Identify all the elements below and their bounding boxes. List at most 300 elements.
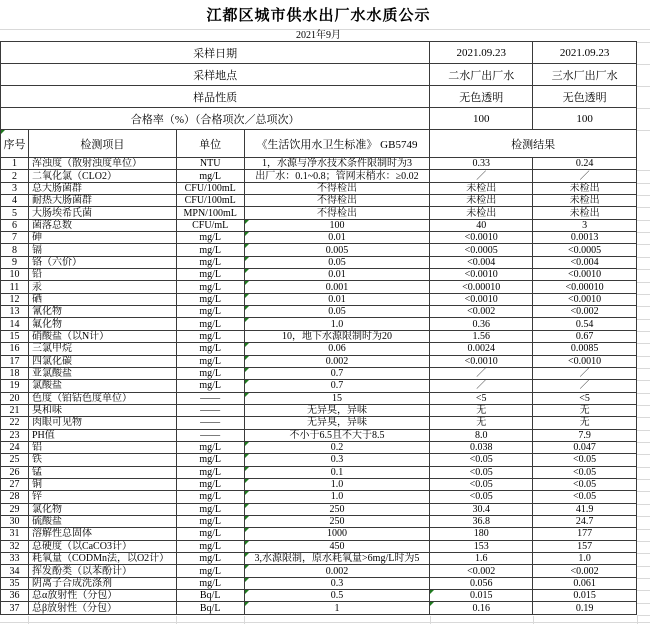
unit-cell: mg/L — [177, 380, 245, 392]
result-cell-plant2: 0.056 — [430, 578, 533, 590]
gridline — [637, 553, 650, 554]
cell-corner-flag-icon — [245, 318, 249, 322]
info-row-pass-rate — [1, 108, 637, 130]
result-cell-plant2: <0.004 — [430, 257, 533, 269]
result-cell-plant2: <0.00010 — [430, 281, 533, 293]
table-row — [1, 343, 637, 355]
row-number-cell: 30 — [1, 516, 29, 528]
gridline — [637, 331, 650, 332]
table-row — [1, 244, 637, 256]
result-cell-plant2: 0.015 — [430, 590, 533, 602]
result-cell-plant2: <0.05 — [430, 491, 533, 503]
result-cell-plant2: 0.038 — [430, 442, 533, 454]
gridline — [637, 86, 650, 87]
cell-corner-flag-icon — [245, 306, 249, 310]
result-cell-plant3: ／ — [533, 170, 637, 182]
table-row — [1, 405, 637, 417]
result-cell-plant3: 157 — [533, 541, 637, 553]
gridline — [637, 430, 650, 431]
standard-cell: 不得检出 — [245, 195, 431, 207]
header-row-number — [1, 130, 29, 158]
item-name-cell: 浑浊度（散射浊度单位） — [29, 158, 177, 170]
standard-cell: 无异臭，异味 — [245, 417, 431, 429]
header-item: 检测项目 — [29, 130, 177, 158]
item-name-cell: 耐热大肠菌群 — [29, 195, 177, 207]
standard-cell: 1.0 — [245, 318, 431, 330]
row-number-cell: 31 — [1, 528, 29, 540]
result-cell-plant3: <0.05 — [533, 491, 637, 503]
standard-cell: 0.7 — [245, 380, 431, 392]
standard-cell: 450 — [245, 541, 431, 553]
result-cell-plant2: 8.0 — [430, 430, 533, 442]
gridline — [637, 454, 650, 455]
result-cell-plant2: ／ — [430, 170, 533, 182]
gridline — [637, 282, 650, 283]
result-cell-plant3: <0.002 — [533, 565, 637, 577]
row-number-cell: 4 — [1, 195, 29, 207]
standard-cell: 1.0 — [245, 491, 431, 503]
result-cell-plant3: 3 — [533, 220, 637, 232]
gridline — [637, 504, 650, 505]
standard-cell: 0.3 — [245, 454, 431, 466]
item-name-cell: 硝酸盐（以N计） — [29, 331, 177, 343]
result-cell-plant3: <0.0005 — [533, 244, 637, 256]
unit-cell: CFU/mL — [177, 220, 245, 232]
result-cell-plant3: ／ — [533, 368, 637, 380]
table-row — [1, 565, 637, 577]
unit-cell: mg/L — [177, 516, 245, 528]
row-number-cell: 28 — [1, 491, 29, 503]
row-number-cell: 15 — [1, 331, 29, 343]
standard-cell: 0.5 — [245, 590, 431, 602]
result-cell-plant2: 未检出 — [430, 195, 533, 207]
unit-cell: Bq/L — [177, 602, 245, 614]
unit-cell: NTU — [177, 158, 245, 170]
cell-corner-flag-icon — [245, 232, 249, 236]
cell-corner-flag-icon — [245, 541, 249, 545]
result-cell-plant2: 30.4 — [430, 504, 533, 516]
item-name-cell: 二氧化氯（CLO2） — [29, 170, 177, 182]
info-value-plant2: 100 — [430, 108, 533, 130]
result-cell-plant3: 0.0013 — [533, 232, 637, 244]
result-cell-plant3: 41.9 — [533, 504, 637, 516]
standard-cell: 0.2 — [245, 442, 431, 454]
item-name-cell: 四氯化碳 — [29, 356, 177, 368]
info-row-sample-date — [1, 42, 637, 64]
row-number-cell: 14 — [1, 318, 29, 330]
result-cell-plant2: <0.002 — [430, 565, 533, 577]
unit-cell: mg/L — [177, 306, 245, 318]
cell-corner-flag-icon — [245, 467, 249, 471]
table-row — [1, 195, 637, 207]
item-name-cell: 色度（铂钴色度单位） — [29, 393, 177, 405]
row-number-cell: 33 — [1, 553, 29, 565]
unit-cell: mg/L — [177, 553, 245, 565]
item-name-cell: 砷 — [29, 232, 177, 244]
unit-cell: mg/L — [177, 578, 245, 590]
result-cell-plant3: <0.05 — [533, 467, 637, 479]
result-cell-plant3: <0.0010 — [533, 356, 637, 368]
result-cell-plant3: <0.002 — [533, 306, 637, 318]
table-row — [1, 467, 637, 479]
item-name-cell: 臭和味 — [29, 405, 177, 417]
result-cell-plant3: <0.05 — [533, 479, 637, 491]
item-name-cell: 总α放射性（分包） — [29, 590, 177, 602]
standard-cell: 3,水源限制，原水耗氧量>6mg/L时为5 — [245, 553, 431, 565]
cell-corner-flag-icon — [245, 442, 249, 446]
item-name-cell: 镉 — [29, 244, 177, 256]
result-cell-plant2: <5 — [430, 393, 533, 405]
result-cell-plant2: 153 — [430, 541, 533, 553]
standard-cell: 250 — [245, 504, 431, 516]
info-value-plant3: 无色透明 — [533, 86, 637, 108]
cell-corner-flag-icon — [245, 368, 249, 372]
row-number-cell: 16 — [1, 343, 29, 355]
standard-cell: 0.7 — [245, 368, 431, 380]
gridline — [637, 368, 650, 369]
standard-cell: 0.01 — [245, 294, 431, 306]
table-row — [1, 356, 637, 368]
header-standard: 《生活饮用水卫生标准》 GB5749 — [245, 130, 431, 158]
row-number-cell: 12 — [1, 294, 29, 306]
table-row — [1, 294, 637, 306]
item-name-cell: 铁 — [29, 454, 177, 466]
row-number-cell: 2 — [1, 170, 29, 182]
cell-corner-flag-icon — [1, 130, 5, 134]
result-cell-plant3: 未检出 — [533, 195, 637, 207]
gridline — [637, 64, 650, 65]
gridline — [637, 220, 650, 221]
gridline — [637, 529, 650, 530]
table-row — [1, 516, 637, 528]
row-number-cell: 21 — [1, 405, 29, 417]
unit-cell: mg/L — [177, 467, 245, 479]
gridline — [637, 130, 650, 131]
table-row — [1, 578, 637, 590]
cell-corner-flag-icon — [430, 590, 434, 594]
table-row — [1, 257, 637, 269]
result-cell-plant2: <0.0005 — [430, 244, 533, 256]
row-number-cell: 18 — [1, 368, 29, 380]
result-cell-plant2: 0.36 — [430, 318, 533, 330]
gridline — [637, 603, 650, 604]
standard-cell: 无异臭，异味 — [245, 405, 431, 417]
info-value-plant3: 100 — [533, 108, 637, 130]
result-cell-plant3: 0.015 — [533, 590, 637, 602]
table-row — [1, 306, 637, 318]
item-name-cell: 阴离子合成洗涤剂 — [29, 578, 177, 590]
unit-cell: —— — [177, 430, 245, 442]
sample-info-table — [0, 42, 637, 130]
table-row — [1, 393, 637, 405]
info-label: 采样地点 — [1, 64, 430, 86]
table-row — [1, 331, 637, 343]
gridline — [637, 244, 650, 245]
gridline — [637, 257, 650, 258]
unit-cell: mg/L — [177, 257, 245, 269]
result-cell-plant2: ／ — [430, 380, 533, 392]
gridline — [637, 232, 650, 233]
standard-cell: 1，水源与净水技术条件限制时为3 — [245, 158, 431, 170]
result-cell-plant3: 0.19 — [533, 602, 637, 614]
gridline — [533, 616, 534, 624]
gridline — [637, 380, 650, 381]
standard-cell: 100 — [245, 220, 431, 232]
result-cell-plant2: 0.16 — [430, 602, 533, 614]
gridline — [637, 195, 650, 196]
standard-cell: 250 — [245, 516, 431, 528]
cell-corner-flag-icon — [245, 528, 249, 532]
info-row-sample-nature — [1, 86, 637, 108]
unit-cell: mg/L — [177, 170, 245, 182]
unit-cell: mg/L — [177, 442, 245, 454]
standard-cell: 0.01 — [245, 269, 431, 281]
result-cell-plant3: 0.061 — [533, 578, 637, 590]
standard-cell: 1000 — [245, 528, 431, 540]
cell-corner-flag-icon — [245, 578, 249, 582]
unit-cell: mg/L — [177, 331, 245, 343]
result-cell-plant2: 无 — [430, 417, 533, 429]
row-number-cell: 35 — [1, 578, 29, 590]
row-number-cell: 26 — [1, 467, 29, 479]
item-name-cell: 铅 — [29, 269, 177, 281]
unit-cell: mg/L — [177, 541, 245, 553]
item-name-cell: 硫酸盐 — [29, 516, 177, 528]
item-name-cell: 溶解性总固体 — [29, 528, 177, 540]
cell-corner-flag-icon — [245, 257, 249, 261]
cell-corner-flag-icon — [245, 454, 249, 458]
result-cell-plant3: <0.05 — [533, 454, 637, 466]
result-cell-plant2: 0.0024 — [430, 343, 533, 355]
item-name-cell: 菌落总数 — [29, 220, 177, 232]
info-row-sample-location — [1, 64, 637, 86]
gridline — [637, 269, 650, 270]
unit-cell: mg/L — [177, 318, 245, 330]
item-name-cell: 铜 — [29, 479, 177, 491]
unit-cell: mg/L — [177, 528, 245, 540]
row-number-cell: 34 — [1, 565, 29, 577]
gridline — [637, 541, 650, 542]
gridline — [0, 622, 650, 623]
row-number-cell: 29 — [1, 504, 29, 516]
item-name-cell: 汞 — [29, 281, 177, 293]
row-number-cell: 9 — [1, 257, 29, 269]
item-name-cell: 三氯甲烷 — [29, 343, 177, 355]
gridline — [637, 294, 650, 295]
unit-cell: —— — [177, 417, 245, 429]
info-value-plant3: 2021.09.23 — [533, 42, 637, 64]
item-name-cell: 大肠埃希氏菌 — [29, 207, 177, 219]
header-text: 序号 — [3, 138, 26, 151]
result-cell-plant2: 180 — [430, 528, 533, 540]
result-cell-plant3: 0.54 — [533, 318, 637, 330]
standard-cell: 1.0 — [245, 479, 431, 491]
result-cell-plant3: <0.0010 — [533, 294, 637, 306]
cell-corner-flag-icon — [245, 565, 249, 569]
gridline — [637, 319, 650, 320]
item-name-cell: 挥发酚类（以苯酚计） — [29, 565, 177, 577]
info-value-plant2: 2021.09.23 — [430, 42, 533, 64]
cell-corner-flag-icon — [245, 356, 249, 360]
row-number-cell: 36 — [1, 590, 29, 602]
standard-cell: 0.3 — [245, 578, 431, 590]
standard-cell: 10，地下水源限制时为20 — [245, 331, 431, 343]
standard-cell: 0.002 — [245, 565, 431, 577]
standard-cell: 0.005 — [245, 244, 431, 256]
result-cell-plant2: <0.0010 — [430, 294, 533, 306]
standard-cell: 不小于6.5且不大于8.5 — [245, 430, 431, 442]
gridline — [637, 306, 650, 307]
gridline — [637, 108, 650, 109]
page-title: 江都区城市供水出厂水水质公示 — [206, 8, 431, 24]
info-value-plant3: 三水厂出厂水 — [533, 64, 637, 86]
row-number-cell: 5 — [1, 207, 29, 219]
unit-cell: mg/L — [177, 281, 245, 293]
cell-corner-flag-icon — [245, 516, 249, 520]
gridline — [637, 590, 650, 591]
unit-cell: —— — [177, 393, 245, 405]
standard-cell: 0.05 — [245, 257, 431, 269]
result-cell-plant2: 40 — [430, 220, 533, 232]
table-row — [1, 528, 637, 540]
result-cell-plant2: 1.6 — [430, 553, 533, 565]
gridline — [637, 491, 650, 492]
item-name-cell: 亚氯酸盐 — [29, 368, 177, 380]
cell-corner-flag-icon — [245, 590, 249, 594]
row-number-cell: 1 — [1, 158, 29, 170]
cell-corner-flag-icon — [245, 220, 249, 224]
item-name-cell: 总β放射性（分包） — [29, 602, 177, 614]
gridline — [637, 417, 650, 418]
row-number-cell: 10 — [1, 269, 29, 281]
row-number-cell: 19 — [1, 380, 29, 392]
row-number-cell: 32 — [1, 541, 29, 553]
data-rows — [0, 158, 637, 615]
gridline — [637, 343, 650, 344]
cell-corner-flag-icon — [245, 504, 249, 508]
gridline — [637, 356, 650, 357]
item-name-cell: PH值 — [29, 430, 177, 442]
gridline — [637, 183, 650, 184]
result-cell-plant3: 1.0 — [533, 553, 637, 565]
cell-corner-flag-icon — [245, 491, 249, 495]
right-gridlines — [637, 0, 650, 624]
row-number-cell: 13 — [1, 306, 29, 318]
item-name-cell: 总大肠菌群 — [29, 183, 177, 195]
unit-cell: mg/L — [177, 479, 245, 491]
row-number-cell: 23 — [1, 430, 29, 442]
table-row — [1, 380, 637, 392]
gridline — [637, 170, 650, 171]
result-cell-plant2: <0.0010 — [430, 232, 533, 244]
table-row — [1, 454, 637, 466]
unit-cell: CFU/100mL — [177, 195, 245, 207]
item-name-cell: 总硬度（以CaCO3计） — [29, 541, 177, 553]
gridline — [637, 405, 650, 406]
result-cell-plant3: 24.7 — [533, 516, 637, 528]
result-cell-plant3: <5 — [533, 393, 637, 405]
gridline — [430, 616, 431, 624]
cell-corner-flag-icon — [245, 602, 249, 606]
unit-cell: Bq/L — [177, 590, 245, 602]
result-cell-plant2: 0.33 — [430, 158, 533, 170]
unit-cell: CFU/100mL — [177, 183, 245, 195]
table-row — [1, 368, 637, 380]
result-cell-plant3: 无 — [533, 417, 637, 429]
table-row — [1, 170, 637, 182]
table-row — [1, 541, 637, 553]
item-name-cell: 铬（六价） — [29, 257, 177, 269]
standard-cell: 0.1 — [245, 467, 431, 479]
unit-cell: mg/L — [177, 368, 245, 380]
gridline — [637, 393, 650, 394]
table-row — [1, 158, 637, 170]
gridline — [28, 616, 29, 624]
unit-cell: mg/L — [177, 454, 245, 466]
result-cell-plant3: 0.047 — [533, 442, 637, 454]
row-number-cell: 20 — [1, 393, 29, 405]
result-cell-plant2: ／ — [430, 368, 533, 380]
result-cell-plant3: 7.9 — [533, 430, 637, 442]
result-cell-plant2: 36.8 — [430, 516, 533, 528]
row-number-cell: 25 — [1, 454, 29, 466]
unit-cell: mg/L — [177, 294, 245, 306]
item-name-cell: 锰 — [29, 467, 177, 479]
item-name-cell: 肉眼可见物 — [29, 417, 177, 429]
result-cell-plant2: <0.05 — [430, 467, 533, 479]
row-number-cell: 8 — [1, 244, 29, 256]
row-number-cell: 11 — [1, 281, 29, 293]
info-label: 样品性质 — [1, 86, 430, 108]
header-result: 检测结果 — [430, 130, 637, 158]
gridline — [637, 442, 650, 443]
item-name-cell: 硒 — [29, 294, 177, 306]
gridline — [244, 616, 245, 624]
item-name-cell: 氯化物 — [29, 504, 177, 516]
standard-cell: 不得检出 — [245, 183, 431, 195]
table-row — [1, 220, 637, 232]
result-cell-plant3: <0.0010 — [533, 269, 637, 281]
result-cell-plant3: 177 — [533, 528, 637, 540]
result-cell-plant3: 未检出 — [533, 207, 637, 219]
table-row — [1, 504, 637, 516]
item-name-cell: 氟化物 — [29, 318, 177, 330]
gridline — [637, 42, 650, 43]
result-cell-plant2: 未检出 — [430, 207, 533, 219]
table-row — [1, 207, 637, 219]
gridline — [637, 479, 650, 480]
header-unit: 单位 — [177, 130, 245, 158]
gridline — [637, 615, 650, 616]
row-number-cell: 17 — [1, 356, 29, 368]
gridline — [637, 207, 650, 208]
row-number-cell: 6 — [1, 220, 29, 232]
result-cell-plant3: 未检出 — [533, 183, 637, 195]
item-name-cell: 氰化物 — [29, 306, 177, 318]
table-row — [1, 183, 637, 195]
result-cell-plant2: <0.05 — [430, 454, 533, 466]
row-number-cell: 3 — [1, 183, 29, 195]
result-cell-plant2: <0.0010 — [430, 269, 533, 281]
unit-cell: mg/L — [177, 491, 245, 503]
table-row — [1, 553, 637, 565]
cell-corner-flag-icon — [245, 294, 249, 298]
item-name-cell: 锌 — [29, 491, 177, 503]
row-number-cell: 24 — [1, 442, 29, 454]
cell-corner-flag-icon — [430, 602, 434, 606]
result-cell-plant3: ／ — [533, 380, 637, 392]
cell-corner-flag-icon — [245, 281, 249, 285]
